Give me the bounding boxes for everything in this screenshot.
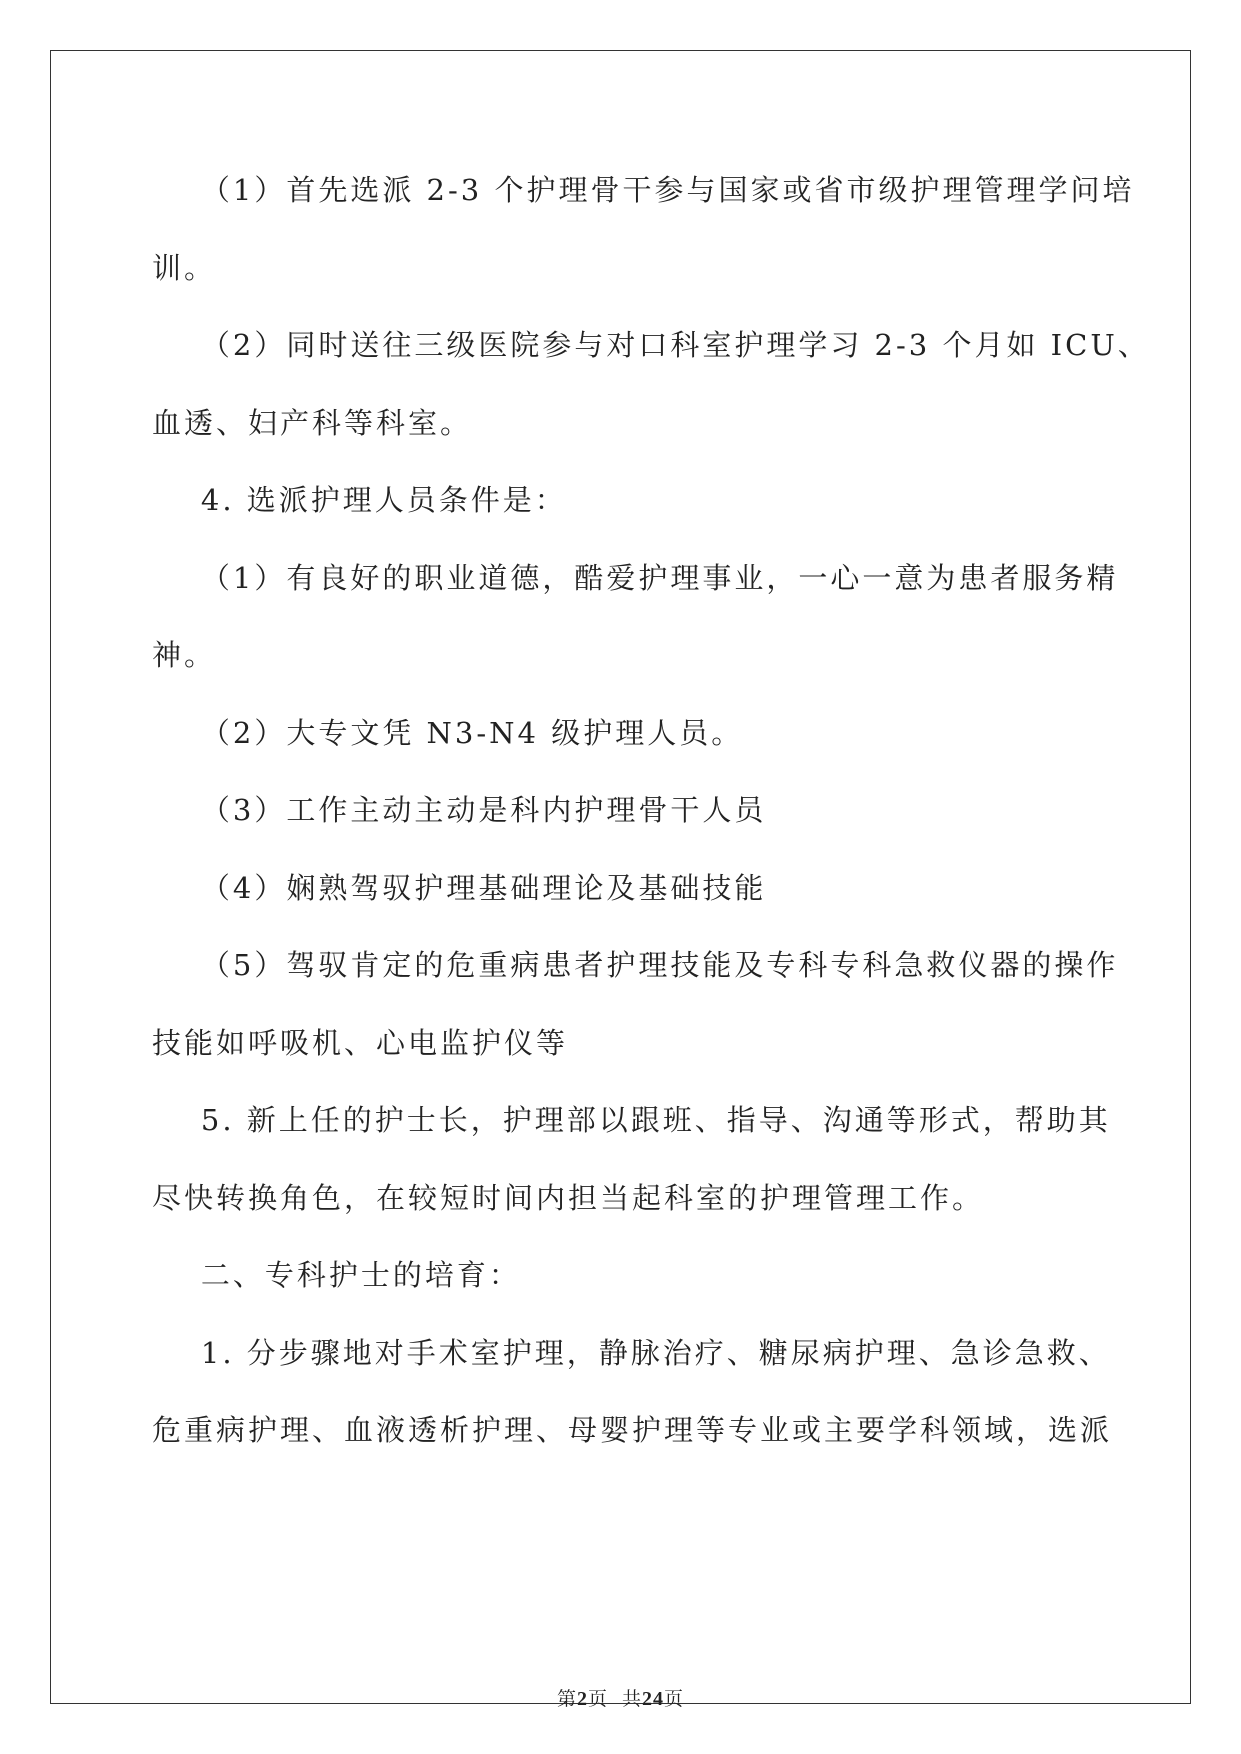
text-line: 5. 新上任的护士长，护理部以跟班、指导、沟通等形式，帮助其: [152, 1103, 1111, 1137]
text-line: （5）驾驭肯定的危重病患者护理技能及专科专科急救仪器的操作: [152, 948, 1119, 982]
text-line: 神。: [152, 638, 217, 672]
total-pages-number: 24: [642, 1688, 665, 1710]
text-line: 尽快转换角色，在较短时间内担当起科室的护理管理工作。: [152, 1180, 985, 1215]
text-line: 训。: [152, 250, 217, 285]
footer-prefix: 第: [556, 1688, 577, 1710]
footer-mid: 页 共: [587, 1688, 643, 1710]
text-line: （1）首先选派 2-3 个护理骨干参与国家或省市级护理管理学问培: [152, 173, 1135, 207]
text-line: 1. 分步骤地对手术室护理，静脉治疗、糖尿病护理、急诊急救、: [152, 1335, 1111, 1370]
text-line: 技能如呼吸机、心电监护仪等: [152, 1025, 569, 1060]
text-line: （2）同时送往三级医院参与对口科室护理学习 2-3 个月如 ICU、: [152, 328, 1150, 362]
text-line: 二、专科护士的培育：: [152, 1258, 521, 1292]
text-line: （4）娴熟驾驭护理基础理论及基础技能: [152, 870, 767, 905]
text-line: 血透、妇产科等科室。: [152, 405, 473, 440]
footer-suffix: 页: [664, 1688, 685, 1710]
text-line: 危重病护理、血液透析护理、母婴护理等专业或主要学科领域，选派: [152, 1413, 1113, 1447]
text-line: （2）大专文凭 N3-N4 级护理人员。: [152, 715, 744, 750]
document-body: [152, 170, 1150, 1488]
current-page-number: 2: [576, 1688, 588, 1710]
page-footer: [0, 1684, 1241, 1711]
text-line: （1）有良好的职业道德，酷爱护理事业，一心一意为患者服务精: [152, 560, 1119, 595]
text-line: （3）工作主动主动是科内护理骨干人员: [152, 793, 767, 827]
text-line: 4. 选派护理人员条件是：: [152, 483, 567, 517]
